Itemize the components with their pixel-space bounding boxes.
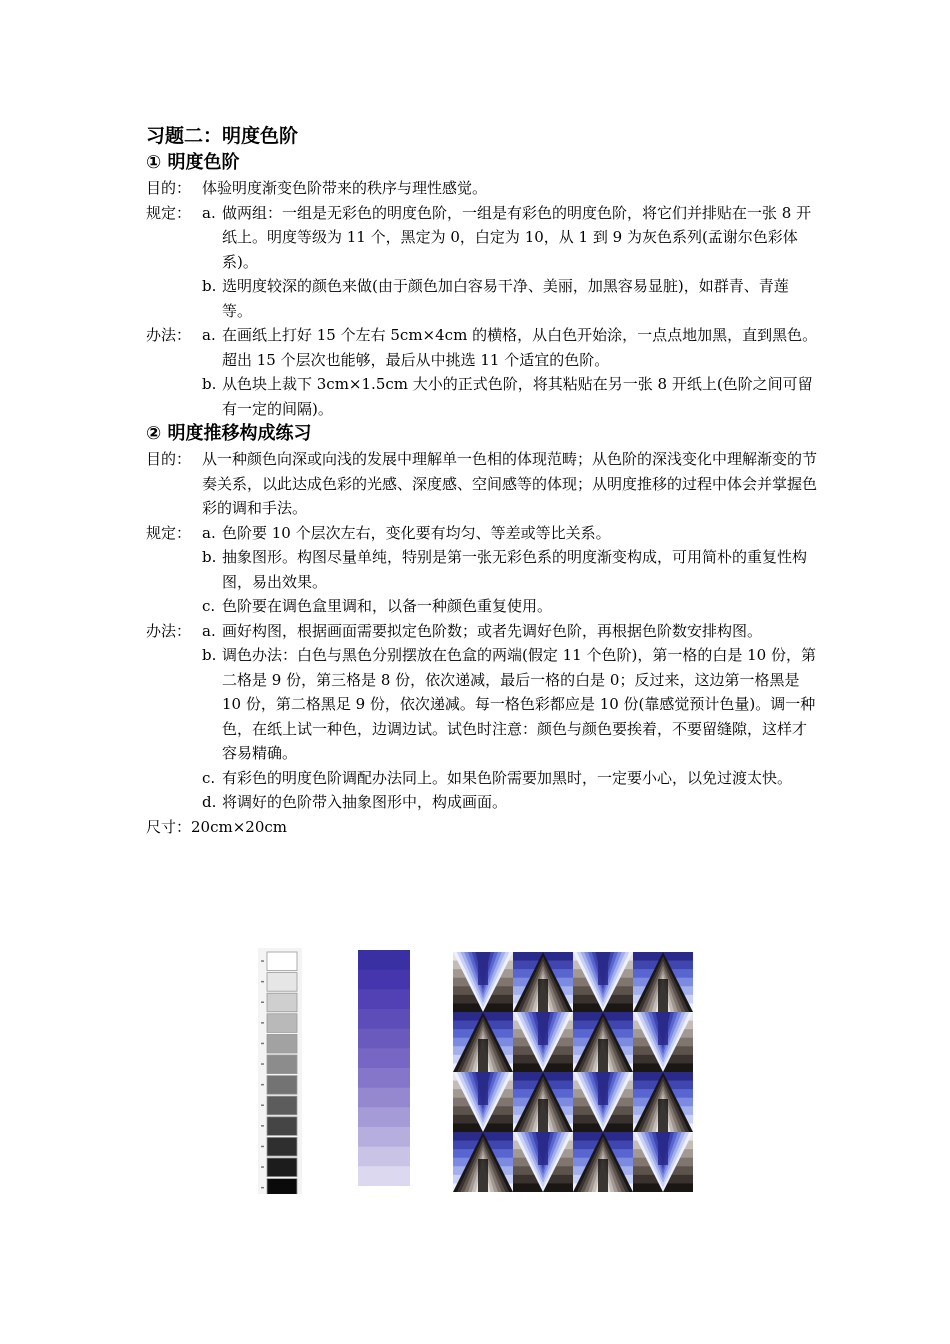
pattern-stem <box>538 979 548 1012</box>
purple-swatch <box>358 1029 410 1049</box>
pattern-stem <box>598 1039 608 1072</box>
item-mark: b. <box>202 277 217 295</box>
purple-scale-svg <box>358 950 410 1186</box>
section1-heading: ① 明度色阶 <box>146 152 240 173</box>
size-label: 尺寸： <box>146 817 192 836</box>
gray-tick <box>261 1166 264 1168</box>
item-text: 选明度较深的颜色来做(由于颜色加白容易干净、美丽，加黑容易显脏)，如群青、青莲等。 <box>222 277 789 320</box>
gray-swatch <box>267 973 297 992</box>
gradient-pattern-svg <box>453 952 693 1192</box>
method-label: 办法： <box>146 621 192 640</box>
pattern-stem <box>598 1072 608 1105</box>
item-mark: b. <box>202 646 217 664</box>
section1-rules <box>146 201 818 324</box>
method-item <box>146 372 818 421</box>
method-label: 办法： <box>146 326 192 344</box>
item-text: 色阶要在调色盒里调和，以备一种颜色重复使用。 <box>222 597 553 615</box>
item-text: 做两组：一组是无彩色的明度色阶，一组是有彩色的明度色阶，将它们并排贴在一张 8 开纸上。明度等级为 11 个，黑定为 0，白定为 10，从 1 到 9 为灰色系列(孟谢尔色彩体系)。 <box>222 203 812 271</box>
section2-methods <box>146 619 818 815</box>
method-item <box>146 619 818 644</box>
rule-item <box>146 274 818 323</box>
purple-swatch <box>358 1048 410 1068</box>
purple-swatch <box>358 1009 410 1029</box>
page-title: 习题二：明度色阶 <box>146 125 299 147</box>
purpose-label: 目的： <box>146 450 192 468</box>
purple-scale-figure <box>358 950 410 1186</box>
purple-swatch <box>358 970 410 990</box>
pattern-stem <box>538 1132 548 1165</box>
item-mark: a. <box>202 621 216 640</box>
gray-swatch <box>267 1076 297 1095</box>
pattern-stem <box>538 1099 548 1132</box>
section2-purpose <box>146 447 818 521</box>
purpose-label: 目的： <box>146 179 192 197</box>
purple-swatch <box>358 1068 410 1088</box>
gray-tick <box>261 1187 264 1189</box>
method-item <box>146 643 818 766</box>
pattern-stem <box>478 952 488 985</box>
method-item <box>146 323 818 372</box>
gray-swatch <box>267 1055 297 1074</box>
item-text: 画好构图，根据画面需要拟定色阶数；或者先调好色阶，再根据色阶数安排构图。 <box>222 621 763 640</box>
item-mark: a. <box>202 523 216 542</box>
item-text: 调色办法：白色与黑色分别摆放在色盒的两端(假定 11 个色阶)，第一格的白是 10 份，第二格是 9 份，第三格是 8 份，依次递减，最后一格的白是 0；反过来，这边第一格黑是 10 份，第二格黑足 9 份，依次递减。每一格色彩都应是 10 份(靠感觉预计色量)。调一种色，在纸上试一种色，边调边试。试色时注意：颜色与颜色要挨着，不要留缝隙，这样才容易精确。 <box>222 646 816 762</box>
item-mark: b. <box>202 375 217 393</box>
gray-tick <box>261 1022 264 1024</box>
rule-item <box>146 545 818 594</box>
item-mark: c. <box>202 768 216 787</box>
pattern-stem <box>478 1072 488 1105</box>
pattern-stem <box>598 952 608 985</box>
section1-methods <box>146 323 818 421</box>
item-text: 将调好的色阶带入抽象图形中，构成画面。 <box>222 793 508 811</box>
pattern-stem <box>658 979 668 1012</box>
item-text: 有彩色的明度色阶调配办法同上。如果色阶需要加黑时，一定要小心，以免过渡太快。 <box>222 768 793 787</box>
purple-swatch <box>358 950 410 970</box>
gray-swatch <box>267 952 297 971</box>
pattern-stem <box>478 1039 488 1072</box>
gray-tick <box>261 1063 264 1065</box>
section2-rules <box>146 521 818 619</box>
gray-tick <box>261 1105 264 1107</box>
item-mark: a. <box>202 203 216 222</box>
pattern-stem <box>478 1159 488 1192</box>
gray-swatch <box>267 993 297 1012</box>
method-item <box>146 766 818 791</box>
purpose-text: 从一种颜色向深或向浅的发展中理解单一色相的体现范畴；从色阶的深浅变化中理解渐变的节奏关系，以此达成色彩的光感、深度感、空间感等的体现；从明度推移的过程中体会并掌握色彩的调和手法。 <box>202 450 818 517</box>
gray-swatch <box>267 1158 297 1177</box>
gray-swatch <box>267 1179 297 1194</box>
gray-tick <box>261 1125 264 1127</box>
gray-tick <box>261 1043 264 1045</box>
item-mark: d. <box>202 793 217 811</box>
item-mark: c. <box>202 597 216 615</box>
pattern-stem <box>598 1159 608 1192</box>
pattern-stem <box>658 1099 668 1132</box>
method-item <box>146 790 818 815</box>
item-text: 从色块上裁下 3cm×1.5cm 大小的正式色阶，将其粘贴在另一张 8 开纸上(色阶之间可留有一定的间隔)。 <box>222 375 813 418</box>
gray-scale-figure <box>258 948 302 1194</box>
gray-scale-svg <box>258 948 302 1194</box>
gray-swatch <box>267 1096 297 1115</box>
purple-swatch <box>358 989 410 1009</box>
pattern-stem <box>538 1012 548 1045</box>
purpose-text: 体验明度渐变色阶带来的秩序与理性感觉。 <box>202 179 488 197</box>
gray-tick <box>261 960 264 962</box>
item-mark: a. <box>202 326 216 344</box>
section1-purpose <box>146 176 818 201</box>
rule-item <box>146 521 818 546</box>
purple-swatch <box>358 1127 410 1147</box>
item-mark: b. <box>202 548 217 566</box>
gray-tick <box>261 1002 264 1004</box>
section2-heading: ② 明度推移构成练习 <box>146 423 312 444</box>
gray-tick <box>261 1084 264 1086</box>
purple-swatch <box>358 1088 410 1108</box>
item-text: 抽象图形。构图尽量单纯，特别是第一张无彩色系的明度渐变构成，可用简朴的重复性构图，易出效果。 <box>222 548 808 591</box>
gradient-pattern-figure <box>453 952 693 1192</box>
size-value: 20cm×20cm <box>191 817 288 836</box>
rule-item <box>146 594 818 619</box>
rule-label: 规定： <box>146 523 192 542</box>
rule-label: 规定： <box>146 203 192 222</box>
gray-tick <box>261 981 264 983</box>
gray-swatch <box>267 1014 297 1033</box>
document-body <box>146 122 818 839</box>
purple-swatch <box>358 1107 410 1127</box>
purple-swatch <box>358 1147 410 1167</box>
pattern-stem <box>658 1012 668 1045</box>
item-text: 色阶要 10 个层次左右，变化要有均匀、等差或等比关系。 <box>222 523 611 542</box>
item-text: 在画纸上打好 15 个左右 5cm×4cm 的横格，从白色开始涂，一点点地加黑，直到黑色。超出 15 个层次也能够，最后从中挑选 11 个适宜的色阶。 <box>222 326 818 369</box>
rule-item <box>146 201 818 275</box>
example-figures <box>0 948 950 1198</box>
pattern-stem <box>658 1132 668 1165</box>
purple-swatch <box>358 1166 410 1186</box>
gray-swatch <box>267 1117 297 1136</box>
gray-swatch <box>267 1034 297 1053</box>
gray-tick <box>261 1146 264 1148</box>
size-line <box>146 815 818 840</box>
gray-swatch <box>267 1137 297 1156</box>
